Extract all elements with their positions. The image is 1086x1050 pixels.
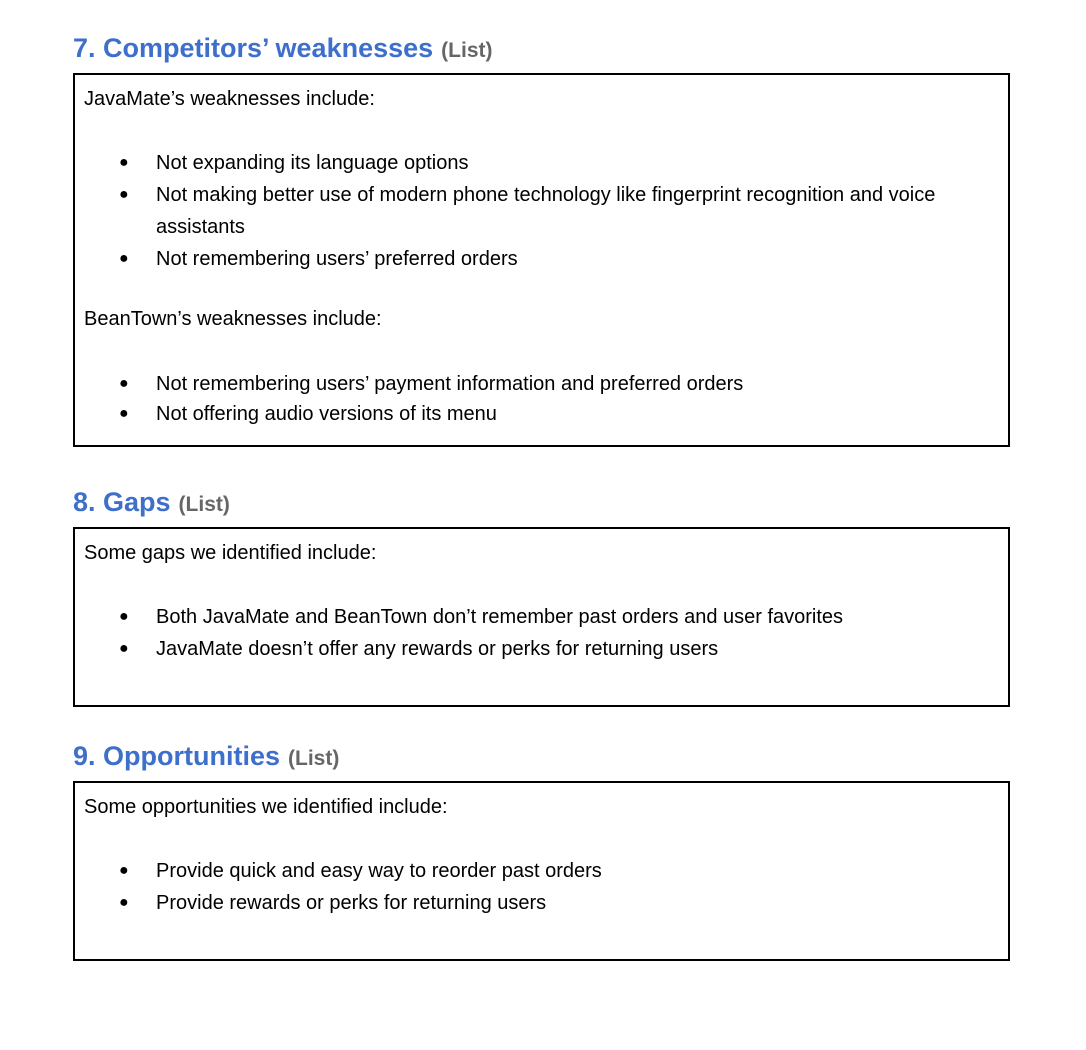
section-title: 9. Opportunities [73,741,281,771]
list-item: ● Not expanding its language options [84,147,999,179]
list-item: ● Not remembering users’ preferred orders [84,243,999,275]
bullet-list-opportunities [84,855,999,919]
group-intro-opportunities: Some opportunities we identified include: [84,796,448,818]
bullet-list-gaps [84,601,999,665]
section-title: 7. Competitors’ weaknesses [73,33,434,63]
section-type-label: (List) [288,747,340,770]
section-type-label: (List) [178,493,230,516]
list-item: ● JavaMate doesn’t offer any rewards or perks for returning users [84,633,999,665]
section-heading [73,28,1010,68]
bullet-list-javamate [84,147,999,275]
section-heading [73,482,1010,522]
section-heading [73,736,1010,776]
list-item: ● Provide quick and easy way to reorder past orders [84,855,999,887]
section-title: 8. Gaps [73,487,171,517]
list-item: ● Not remembering users’ payment information and preferred orders [84,369,999,399]
list-item: ● Not offering audio versions of its menu [84,399,999,429]
list-item: ● Both JavaMate and BeanTown don’t remember past orders and user favorites [84,601,999,633]
section-gaps [73,482,1010,707]
section-competitors-weaknesses [73,28,1010,447]
group-intro-javamate: JavaMate’s weaknesses include: [84,88,375,110]
content-box [73,73,1010,447]
section-type-label: (List) [441,39,493,62]
content-box [73,527,1010,707]
group-intro-beantown: BeanTown’s weaknesses include: [84,308,382,330]
group-intro-gaps: Some gaps we identified include: [84,542,377,564]
content-box [73,781,1010,961]
bullet-list-beantown [84,369,999,429]
section-opportunities [73,736,1010,961]
list-item: ● Provide rewards or perks for returning users [84,887,999,919]
list-item: ● Not making better use of modern phone technology like fingerprint recognition and voice assistants [84,179,999,243]
